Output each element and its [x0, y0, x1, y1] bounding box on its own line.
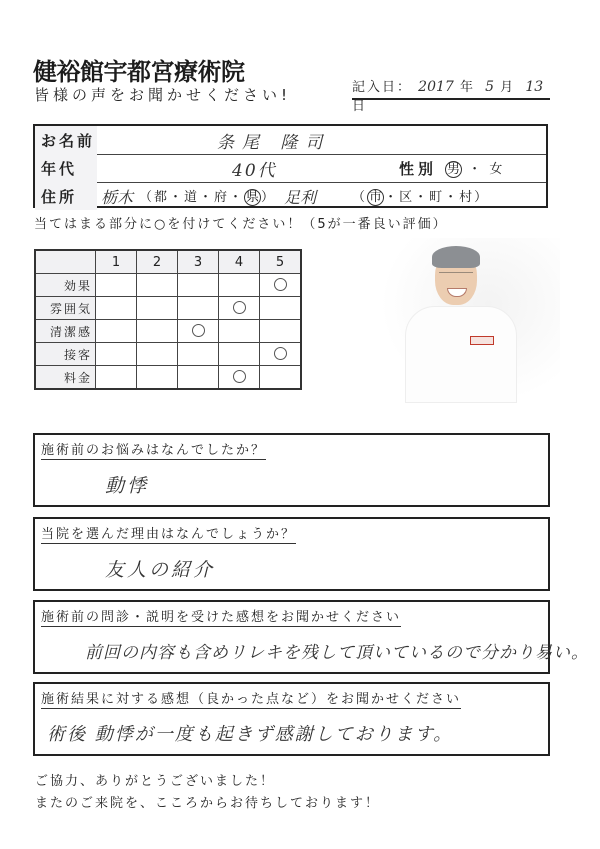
rating-cell[interactable]	[96, 320, 137, 343]
rating-cell[interactable]	[96, 297, 137, 320]
rating-cell[interactable]	[219, 274, 260, 297]
rating-cell[interactable]	[178, 297, 219, 320]
rating-cell[interactable]	[178, 366, 219, 390]
rating-cell-selected[interactable]	[260, 343, 302, 366]
prefecture-type-choice	[139, 186, 276, 206]
prefecture-field[interactable]: 栃木	[101, 187, 134, 207]
answer-field[interactable]: 友人の紹介	[105, 559, 216, 581]
prefecture-option-ken[interactable]: 県	[246, 190, 260, 205]
question-label: 施術前の問診・説明を受けた感想をお聞かせください	[41, 606, 401, 627]
welcome-back-line: またのご来院を、こころからお待ちしております！	[35, 796, 381, 811]
rating-cell[interactable]	[137, 343, 178, 366]
answer-field[interactable]: 前回の内容も含めリレキを残して頂いているので分かり易い。	[85, 643, 589, 663]
glasses-icon	[439, 272, 473, 281]
rating-row-atmosphere	[35, 297, 301, 320]
rating-cell[interactable]	[219, 343, 260, 366]
answer-field[interactable]: 動悸	[105, 475, 150, 497]
entry-date	[352, 76, 550, 114]
row-label: 接客	[35, 343, 96, 366]
col-header-4: 4	[219, 250, 260, 274]
corner-cell	[35, 250, 96, 274]
age-label: 年代	[35, 154, 97, 182]
rating-cell[interactable]	[260, 297, 302, 320]
question-box-consultation	[33, 600, 589, 674]
col-header-3: 3	[178, 250, 219, 274]
customer-info-box	[33, 124, 548, 208]
row-label: 効果	[35, 274, 96, 297]
gender-choice	[445, 158, 504, 178]
row-label: 料金	[35, 366, 96, 390]
date-year[interactable]: 2017	[418, 79, 454, 95]
city-field[interactable]: 足利	[284, 187, 317, 207]
gender-label: 性別	[399, 159, 438, 178]
gender-option-female[interactable]: 女	[489, 162, 505, 177]
year-suffix: 年	[459, 80, 473, 95]
row-label: 雰囲気	[35, 297, 96, 320]
col-header-2: 2	[137, 250, 178, 274]
rating-cell[interactable]	[96, 274, 137, 297]
rating-table	[34, 249, 302, 390]
question-box-reason	[33, 517, 550, 591]
name-label: お名前	[35, 126, 97, 154]
month-suffix: 月	[500, 80, 514, 95]
city-type-choice	[352, 186, 489, 206]
rating-instruction: 当てはまる部分に○を付けてください！（5が一番良い評価）	[34, 217, 448, 232]
question-label: 施術結果に対する感想（良かった点など）をお聞かせください	[41, 688, 461, 709]
rating-cell[interactable]	[137, 274, 178, 297]
city-open: （	[352, 190, 368, 205]
col-header-5: 5	[260, 250, 302, 274]
rating-cell[interactable]	[96, 366, 137, 390]
question-label: 施術前のお悩みはなんでしたか？	[41, 439, 266, 460]
rating-cell[interactable]	[260, 320, 302, 343]
date-day[interactable]: 13	[525, 79, 544, 95]
circle-mark-icon	[233, 370, 246, 383]
name-field[interactable]: 条尾 隆司	[217, 132, 331, 153]
thanks-line: ご協力、ありがとうございました！	[35, 774, 276, 789]
rating-cell[interactable]	[178, 274, 219, 297]
question-box-result	[33, 682, 550, 756]
answer-field[interactable]: 術後 動悸が一度も起きず感謝しております。	[47, 724, 454, 745]
circle-mark-icon	[192, 324, 205, 337]
date-label: 記入日：	[352, 80, 413, 95]
name-row	[35, 126, 546, 155]
rating-cell-selected[interactable]	[219, 366, 260, 390]
circle-mark-icon	[274, 278, 287, 291]
address-row	[35, 182, 546, 210]
shirt	[405, 306, 517, 403]
rating-row-service	[35, 343, 301, 366]
rating-cell-selected[interactable]	[219, 297, 260, 320]
rating-cell[interactable]	[219, 320, 260, 343]
rating-cell-selected[interactable]	[178, 320, 219, 343]
question-label: 当院を選んだ理由はなんでしょうか？	[41, 523, 296, 544]
rating-row-effect	[35, 274, 301, 297]
rating-cell[interactable]	[137, 366, 178, 390]
circle-mark-icon	[233, 301, 246, 314]
rating-cell-selected[interactable]	[260, 274, 302, 297]
day-suffix: 日	[352, 99, 366, 114]
city-option-shi[interactable]: 市	[369, 190, 383, 205]
clinic-badge-icon	[470, 336, 494, 345]
form-subtitle: 皆様の声をお聞かせください!	[34, 86, 292, 104]
clinic-name: 健裕館宇都宮療術院	[33, 58, 245, 86]
rating-cell[interactable]	[137, 297, 178, 320]
rating-header-row	[35, 250, 301, 274]
col-header-1: 1	[96, 250, 137, 274]
prefecture-types: （都・道・府・	[139, 190, 245, 205]
hair	[432, 246, 480, 268]
row-label: 清潔感	[35, 320, 96, 343]
date-month[interactable]: 5	[485, 79, 495, 95]
rating-cell[interactable]	[260, 366, 302, 390]
age-field[interactable]: 40代	[232, 160, 277, 181]
rating-row-price	[35, 366, 301, 390]
rating-row-cleanliness	[35, 320, 301, 343]
rating-cell[interactable]	[96, 343, 137, 366]
gender-sep: ・	[468, 162, 484, 177]
age-gender-row	[35, 154, 546, 183]
rating-cell[interactable]	[137, 320, 178, 343]
customer-photo	[380, 238, 560, 403]
circle-mark-icon	[274, 347, 287, 360]
question-box-concern	[33, 433, 550, 507]
rating-cell[interactable]	[178, 343, 219, 366]
address-label: 住所	[35, 182, 97, 210]
city-types: ・区・町・村）	[384, 190, 490, 205]
gender-option-male[interactable]: 男	[447, 162, 461, 177]
prefecture-close: ）	[261, 190, 277, 205]
